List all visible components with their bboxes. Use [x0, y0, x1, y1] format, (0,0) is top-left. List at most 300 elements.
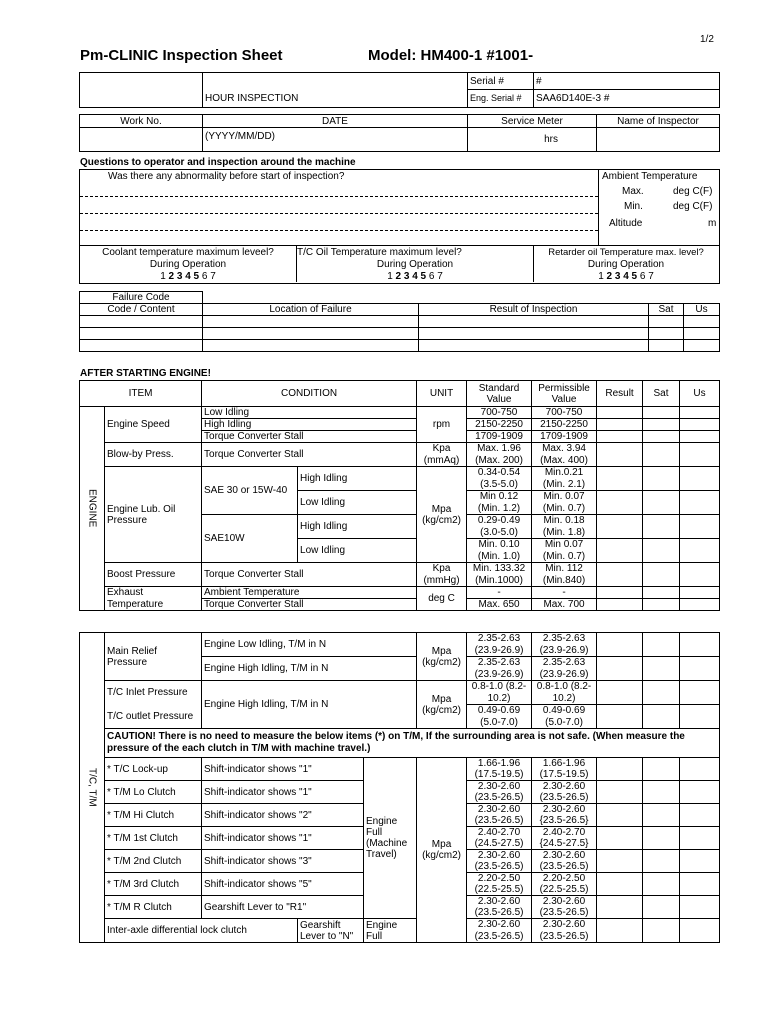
- us-cell[interactable]: [680, 804, 720, 827]
- unit-kgcm2-text: (kg/cm2): [422, 656, 461, 668]
- gearshift-n: [298, 919, 364, 943]
- std-value: (Max. 200): [467, 455, 532, 467]
- clutch-item: * T/M 2nd Clutch: [105, 850, 202, 873]
- cond-ambient: Ambient Temperature: [202, 587, 417, 599]
- table-row: [80, 316, 720, 328]
- std-value: (23.5-26.5): [467, 815, 532, 827]
- std-value: 2.30-2.60: [467, 919, 532, 931]
- us-cell[interactable]: [680, 419, 720, 431]
- unit-mpa: [417, 633, 467, 681]
- col-sat: Sat: [643, 381, 680, 407]
- unit-degc: deg C: [417, 587, 467, 611]
- result-cell[interactable]: [597, 919, 643, 943]
- inspector-field[interactable]: [597, 128, 720, 152]
- cell[interactable]: [203, 316, 419, 328]
- clutch-item: * T/C Lock-up: [105, 758, 202, 781]
- cond-tc-stall: Torque Converter Stall: [202, 431, 417, 443]
- gearshift-n-1: Gearshift: [300, 919, 341, 931]
- perm-value: 0.49-0.69: [532, 705, 597, 717]
- std-value: 0.8-1.0 (8.2-: [467, 681, 532, 693]
- cond-eng-high-tm: Engine High Idling, T/M in N: [202, 657, 417, 681]
- us-cell[interactable]: [680, 705, 720, 729]
- std-value: 2.35-2.63: [467, 633, 532, 645]
- perm-value: Max. 700: [532, 599, 597, 611]
- us-cell[interactable]: [680, 539, 720, 563]
- perm-value: 2150-2250: [532, 419, 597, 431]
- sat-cell[interactable]: [643, 539, 680, 563]
- us-cell[interactable]: [680, 873, 720, 896]
- std-value: (3.5-5.0): [467, 479, 532, 491]
- std-value: (23.5-26.5): [467, 792, 532, 804]
- tc-outlet-item: T/C outlet Pressure: [105, 705, 202, 729]
- after-start-heading: AFTER STARTING ENGINE!: [80, 368, 211, 379]
- max-label: Max.: [622, 186, 644, 197]
- sat-cell[interactable]: [643, 758, 680, 781]
- exhaust-item: Exhaust: [105, 587, 202, 599]
- std-value: 2.30-2.60: [467, 850, 532, 862]
- efm-2: Full: [366, 827, 383, 838]
- us-cell[interactable]: [680, 758, 720, 781]
- perm-value: 2.30-2.60: [532, 850, 597, 862]
- result-cell[interactable]: [597, 873, 643, 896]
- unit-mpa-text: Mpa: [431, 693, 452, 705]
- scale-2-5: 2 3 4 5: [606, 271, 638, 282]
- tctm-table: [79, 632, 720, 943]
- result-cell[interactable]: [597, 419, 643, 431]
- cell[interactable]: [684, 340, 720, 352]
- perm-value: (Min. 1.8): [532, 527, 597, 539]
- result-cell[interactable]: [597, 781, 643, 804]
- sheet-title: Pm-CLINIC Inspection Sheet: [80, 47, 283, 64]
- cell[interactable]: [203, 328, 419, 340]
- scale-1: 1: [598, 271, 607, 282]
- tc-oil-scale[interactable]: [297, 271, 533, 283]
- perm-value: 2.35-2.63: [532, 657, 597, 669]
- service-meter-field[interactable]: hrs: [468, 128, 597, 152]
- caution-note: CAUTION! There is no need to measure the below items (*) on T/M, If the surrounding area is not safe. (When measure the pressure of the each clutch in T/M with machine travel.): [105, 729, 720, 758]
- result-cell[interactable]: [597, 563, 643, 587]
- blank: [649, 292, 684, 304]
- perm-value: Min. 0.07: [532, 491, 597, 503]
- std-value: (22.5-25.5): [467, 884, 532, 896]
- answer-line-3[interactable]: [80, 230, 598, 231]
- perm-value: 10.2): [532, 693, 597, 705]
- coolant-scale[interactable]: [80, 271, 296, 283]
- hour-inspection: HOUR INSPECTION: [203, 73, 468, 108]
- col-permissible: Permissible Value: [532, 381, 597, 407]
- answer-line-2[interactable]: [80, 213, 598, 214]
- retarder-question: [534, 247, 718, 283]
- result-cell[interactable]: [597, 657, 643, 681]
- us-cell[interactable]: [680, 827, 720, 850]
- tc-oil-text: T/C Oil Temperature maximum level?: [297, 247, 462, 258]
- us-cell[interactable]: [680, 896, 720, 919]
- us-cell[interactable]: [680, 491, 720, 515]
- unit-kgcm2-text: (kg/cm2): [422, 850, 461, 861]
- us-cell[interactable]: [680, 599, 720, 611]
- us-cell[interactable]: [680, 850, 720, 873]
- perm-value: Min.0.21: [532, 467, 597, 479]
- us-cell[interactable]: [680, 515, 720, 539]
- std-value: (23.5-26.5): [467, 907, 532, 919]
- std-value: (23.9-26.9): [467, 669, 532, 681]
- perm-value: (23.5-26.5): [532, 931, 597, 943]
- cell[interactable]: [684, 316, 720, 328]
- model-title: Model: HM400-1 #1001-: [368, 47, 534, 64]
- result-cell[interactable]: [597, 599, 643, 611]
- cond-low-idling: Low Idling: [298, 539, 417, 563]
- main-relief-1: Main Relief: [107, 645, 158, 657]
- std-value: 0.49-0.69: [467, 705, 532, 717]
- us-cell[interactable]: [680, 587, 720, 599]
- sat-cell[interactable]: [643, 419, 680, 431]
- cell[interactable]: [419, 316, 649, 328]
- coolant-during: During Operation: [149, 259, 227, 270]
- result-cell[interactable]: [597, 539, 643, 563]
- scale-6-7: 6 7: [426, 271, 443, 282]
- engine-speed: Engine Speed: [105, 407, 202, 443]
- sat-cell[interactable]: [643, 873, 680, 896]
- std-value: (23.5-26.5): [467, 861, 532, 873]
- sat-cell[interactable]: [643, 827, 680, 850]
- result-cell[interactable]: [597, 443, 643, 467]
- table-row: [80, 340, 720, 352]
- unit-kpa: Kpa: [417, 443, 467, 455]
- cell[interactable]: [419, 328, 649, 340]
- questions-hline: [79, 245, 719, 246]
- date-header: DATE: [203, 115, 468, 128]
- engine-full-2: Full: [366, 930, 383, 942]
- cell[interactable]: [203, 340, 419, 352]
- perm-value: (23.5-26.5): [532, 792, 597, 804]
- blank: [684, 292, 720, 304]
- result-cell[interactable]: [597, 896, 643, 919]
- blank: [203, 292, 419, 304]
- cell[interactable]: [649, 340, 684, 352]
- sat-header: Sat: [649, 304, 684, 316]
- scale-2-5: 2 3 4 5: [168, 271, 200, 282]
- cell[interactable]: [80, 328, 203, 340]
- sat-cell[interactable]: [643, 515, 680, 539]
- interaxle-item: Inter-axle differential lock clutch: [105, 919, 298, 943]
- cond-eng-high-tm: Engine High Idling, T/M in N: [202, 681, 417, 729]
- cond-high-idling: High Idling: [298, 515, 417, 539]
- perm-value: 1.66-1.96: [532, 758, 597, 770]
- sat-cell[interactable]: [643, 804, 680, 827]
- cell[interactable]: [80, 316, 203, 328]
- unit-mpa-text: Mpa: [431, 645, 452, 657]
- col-standard: Standard Value: [467, 381, 532, 407]
- result-cell[interactable]: [597, 587, 643, 599]
- clutch-cond: Shift-indicator shows "1": [202, 827, 364, 850]
- cond-eng-low-tm: Engine Low Idling, T/M in N: [202, 633, 417, 657]
- sat-cell[interactable]: [643, 657, 680, 681]
- perm-value: (23.9-26.9): [532, 669, 597, 681]
- sat-cell[interactable]: [643, 681, 680, 705]
- engine-section-label: [80, 407, 105, 611]
- perm-value: 2.30-2.60: [532, 896, 597, 908]
- perm-value: {23.5-26.5}: [532, 815, 597, 827]
- std-value: Max. 1.96: [467, 443, 532, 455]
- perm-value: (23.9-26.9): [532, 645, 597, 657]
- unit-mpa: [417, 681, 467, 729]
- perm-value: (Min.840): [532, 575, 597, 587]
- blowby-item: Blow-by Press.: [105, 443, 202, 467]
- perm-value: Min. 112: [532, 563, 597, 575]
- work-no-field[interactable]: [80, 128, 203, 152]
- sat-cell[interactable]: [643, 491, 680, 515]
- altitude-unit: m: [708, 218, 717, 229]
- failure-table: [79, 291, 720, 352]
- serial-label: Serial #: [468, 73, 534, 90]
- std-value: 2.35-2.63: [467, 657, 532, 669]
- us-cell[interactable]: [680, 919, 720, 943]
- clutch-cond: Shift-indicator shows "2": [202, 804, 364, 827]
- result-cell[interactable]: [597, 758, 643, 781]
- perm-value: 700-750: [532, 407, 597, 419]
- tc-inlet-item: T/C Inlet Pressure: [105, 681, 202, 705]
- min-label: Min.: [624, 201, 643, 212]
- std-value: Min. 0.10: [467, 539, 532, 551]
- us-cell[interactable]: [680, 443, 720, 467]
- us-cell[interactable]: [680, 633, 720, 657]
- perm-value: (23.5-26.5): [532, 861, 597, 873]
- cond-tc-stall: Torque Converter Stall: [202, 599, 417, 611]
- date-field[interactable]: (YYYY/MM/DD): [203, 128, 468, 152]
- unit-mpa-text: Mpa: [431, 503, 452, 515]
- perm-value: 2.30-2.60: [532, 919, 597, 931]
- std-value: 2.30-2.60: [467, 896, 532, 908]
- std-value: (23.5-26.5): [467, 931, 532, 943]
- us-cell[interactable]: [680, 781, 720, 804]
- retarder-scale[interactable]: [534, 271, 718, 283]
- eng-serial-value: SAA6D140E-3 #: [534, 90, 720, 108]
- sat-cell[interactable]: [643, 587, 680, 599]
- std-value: 2150-2250: [467, 419, 532, 431]
- std-value: 1709-1909: [467, 431, 532, 443]
- perm-value: Max. 3.94: [532, 443, 597, 455]
- cell[interactable]: [80, 340, 203, 352]
- unit-kgcm2-text: (kg/cm2): [422, 704, 461, 716]
- scale-1: 1: [387, 271, 396, 282]
- boost-cond: Torque Converter Stall: [202, 563, 417, 587]
- sat-cell[interactable]: [643, 563, 680, 587]
- efm-3: (Machine: [366, 838, 408, 849]
- perm-value: 2.40-2.70: [532, 827, 597, 839]
- result-cell[interactable]: [597, 467, 643, 491]
- engine-full-mt: [364, 758, 417, 919]
- retarder-during: During Operation: [587, 259, 665, 270]
- us-cell[interactable]: [680, 467, 720, 491]
- result-cell[interactable]: [597, 804, 643, 827]
- std-value: (23.9-26.9): [467, 645, 532, 657]
- std-value: (Min.1000): [467, 575, 532, 587]
- tc-oil-question: [297, 247, 533, 283]
- sae30-cond: SAE 30 or 15W-40: [202, 467, 298, 515]
- engine-full-1: Engine: [366, 919, 398, 931]
- std-value: 2.30-2.60: [467, 804, 532, 816]
- clutch-cond: Shift-indicator shows "5": [202, 873, 364, 896]
- std-value: 700-750: [467, 407, 532, 419]
- us-cell[interactable]: [680, 431, 720, 443]
- perm-value: (17.5-19.5): [532, 769, 597, 781]
- perm-value: 2.35-2.63: [532, 633, 597, 645]
- engine-table: [79, 380, 720, 611]
- deg-max: deg C(F): [673, 186, 713, 197]
- unit-kgcm2-text: (kg/cm2): [422, 514, 461, 526]
- questions-divider: [598, 169, 599, 245]
- sat-cell[interactable]: [643, 599, 680, 611]
- us-cell[interactable]: [680, 681, 720, 705]
- scale-6-7: 6 7: [637, 271, 654, 282]
- result-cell[interactable]: [597, 491, 643, 515]
- sat-cell[interactable]: [643, 850, 680, 873]
- perm-value: {24.5-27.5}: [532, 838, 597, 850]
- us-cell[interactable]: [680, 563, 720, 587]
- retarder-text: Retarder oil Temperature max. level?: [548, 247, 704, 258]
- cell[interactable]: [649, 316, 684, 328]
- blank: [419, 292, 649, 304]
- result-cell[interactable]: [597, 681, 643, 705]
- result-header: Result of Inspection: [419, 304, 649, 316]
- result-cell[interactable]: [597, 431, 643, 443]
- cell[interactable]: [684, 328, 720, 340]
- unit-mmhg: (mmHg): [417, 575, 467, 587]
- std-value: (Min. 1.0): [467, 551, 532, 563]
- answer-line-1[interactable]: [80, 196, 598, 197]
- std-value: 1.66-1.96: [467, 758, 532, 770]
- work-no-header: Work No.: [80, 115, 203, 128]
- unit-mpa: [417, 467, 467, 563]
- efm-1: Engine: [366, 816, 398, 827]
- sat-cell[interactable]: [643, 896, 680, 919]
- exhaust-item-2: Temperature: [105, 599, 202, 611]
- perm-value: 2.30-2.60: [532, 781, 597, 793]
- sat-cell[interactable]: [643, 407, 680, 419]
- col-result: Result: [597, 381, 643, 407]
- clutch-cond: Shift-indicator shows "3": [202, 850, 364, 873]
- table-row: [80, 328, 720, 340]
- unit-rpm: rpm: [417, 407, 467, 443]
- perm-value: 2.20-2.50: [532, 873, 597, 885]
- perm-value: (Max. 400): [532, 455, 597, 467]
- clutch-item: * T/M Hi Clutch: [105, 804, 202, 827]
- std-value: (Min. 1.2): [467, 503, 532, 515]
- coolant-question: [80, 247, 296, 283]
- perm-value: (Min. 2.1): [532, 479, 597, 491]
- sat-cell[interactable]: [643, 705, 680, 729]
- boost-item: Boost Pressure: [105, 563, 202, 587]
- std-value: (3.0-5.0): [467, 527, 532, 539]
- eng-serial-label: Eng. Serial #: [468, 90, 534, 108]
- unit-kpa: Kpa: [417, 563, 467, 575]
- perm-value: Min. 0.18: [532, 515, 597, 527]
- std-value: -: [467, 587, 532, 599]
- sat-cell[interactable]: [643, 467, 680, 491]
- altitude-label: Altitude: [609, 218, 643, 229]
- cell[interactable]: [649, 328, 684, 340]
- failure-code-header: Failure Code: [80, 292, 203, 304]
- result-cell[interactable]: [597, 407, 643, 419]
- sat-cell[interactable]: [643, 919, 680, 943]
- result-cell[interactable]: [597, 705, 643, 729]
- questions-heading: Questions to operator and inspection around the machine: [80, 157, 356, 168]
- result-cell[interactable]: [597, 515, 643, 539]
- sat-cell[interactable]: [643, 633, 680, 657]
- lub-oil-item: Engine Lub. Oil Pressure: [105, 467, 202, 563]
- work-table: [79, 114, 720, 152]
- gearshift-n-2: Lever to "N": [300, 930, 354, 942]
- page-number: 1/2: [700, 34, 714, 45]
- unit-mpa-text: Mpa: [431, 839, 452, 850]
- cond-high-idling: High Idling: [202, 419, 417, 431]
- sat-cell[interactable]: [643, 431, 680, 443]
- result-cell[interactable]: [597, 850, 643, 873]
- perm-value: 2.30-2.60: [532, 804, 597, 816]
- perm-value: -: [532, 587, 597, 599]
- ambient-temp-label: Ambient Temperature: [602, 171, 698, 182]
- scale-1: 1: [160, 271, 169, 282]
- cond-low-idling: Low Idling: [298, 491, 417, 515]
- perm-value: (23.5-26.5): [532, 907, 597, 919]
- unit-mpa: [417, 758, 467, 943]
- us-cell[interactable]: [680, 407, 720, 419]
- clutch-item: * T/M R Clutch: [105, 896, 202, 919]
- perm-value: (Min. 0.7): [532, 551, 597, 563]
- result-cell[interactable]: [597, 633, 643, 657]
- main-relief-item: [105, 633, 202, 681]
- std-value: Min. 133.32: [467, 563, 532, 575]
- engine-label: ENGINE: [86, 489, 98, 528]
- std-value: 10.2): [467, 693, 532, 705]
- perm-value: Min 0.07: [532, 539, 597, 551]
- sat-cell[interactable]: [643, 443, 680, 467]
- std-value: 2.40-2.70: [467, 827, 532, 839]
- cond-low-idling: Low Idling: [202, 407, 417, 419]
- header-blank: [80, 73, 203, 108]
- unit-mmaq: (mmAq): [417, 455, 467, 467]
- perm-value: (5.0-7.0): [532, 717, 597, 729]
- result-cell[interactable]: [597, 827, 643, 850]
- std-value: 2.20-2.50: [467, 873, 532, 885]
- perm-value: (Min. 0.7): [532, 503, 597, 515]
- col-condition: CONDITION: [202, 381, 417, 407]
- std-value: 0.29-0.49: [467, 515, 532, 527]
- tctm-section-label: [80, 633, 105, 943]
- sat-cell[interactable]: [643, 781, 680, 804]
- std-value: Max. 650: [467, 599, 532, 611]
- clutch-item: * T/M Lo Clutch: [105, 781, 202, 804]
- cond-high-idling: High Idling: [298, 467, 417, 491]
- std-value: (5.0-7.0): [467, 717, 532, 729]
- code-content-header: Code / Content: [80, 304, 203, 316]
- location-header: Location of Failure: [203, 304, 419, 316]
- serial-value: #: [534, 73, 720, 90]
- service-meter-header: Service Meter: [468, 115, 597, 128]
- inspector-header: Name of Inspector: [597, 115, 720, 128]
- us-cell[interactable]: [680, 657, 720, 681]
- col-us: Us: [680, 381, 720, 407]
- scale-2-5: 2 3 4 5: [395, 271, 427, 282]
- blowby-cond: Torque Converter Stall: [202, 443, 417, 467]
- header-table: [79, 72, 720, 108]
- clutch-item: * T/M 3rd Clutch: [105, 873, 202, 896]
- perm-value: 0.8-1.0 (8.2-: [532, 681, 597, 693]
- main-relief-2: Pressure: [107, 656, 148, 668]
- efm-4: Travel): [366, 849, 397, 860]
- perm-value: (22.5-25.5): [532, 884, 597, 896]
- cell[interactable]: [419, 340, 649, 352]
